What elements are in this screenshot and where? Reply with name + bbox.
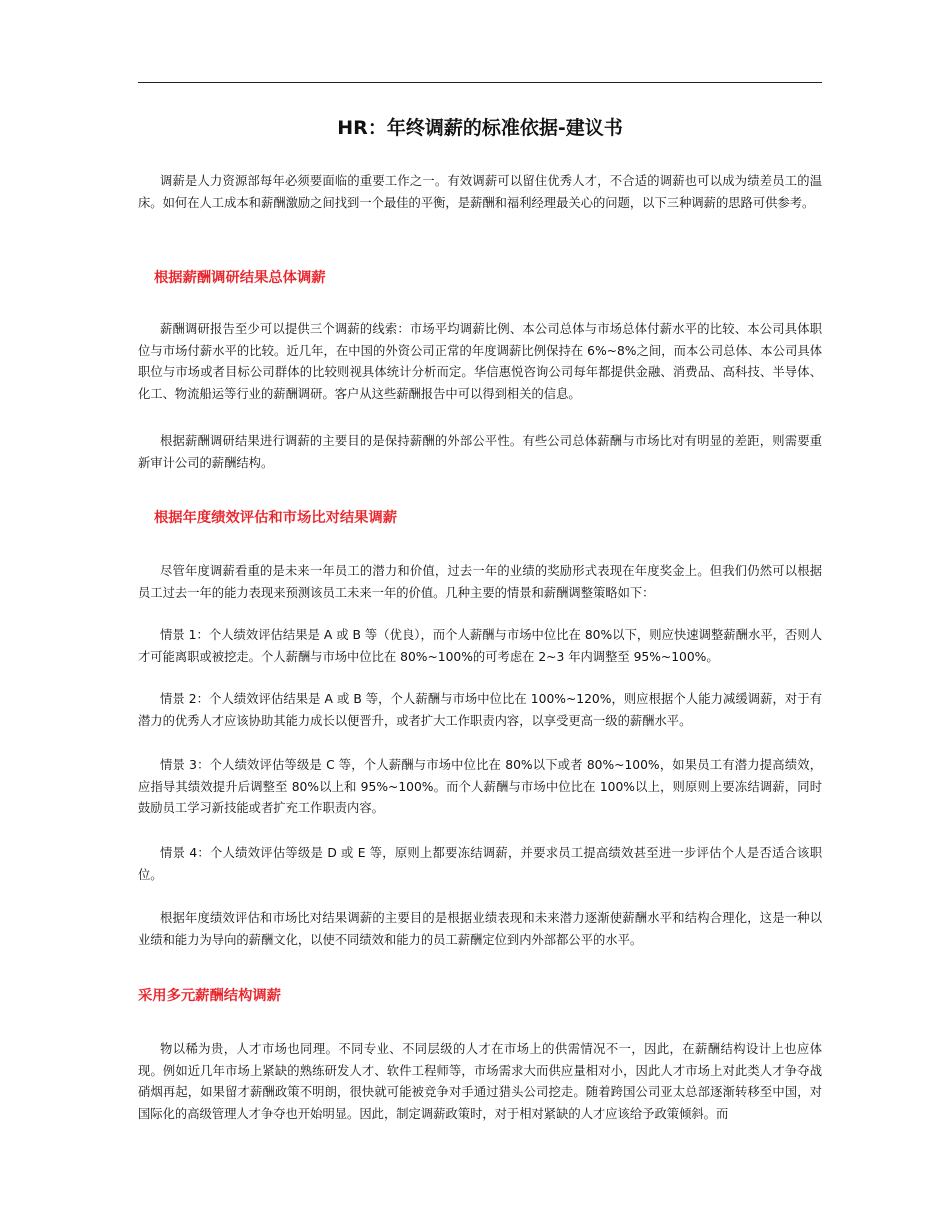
section-1-paragraph-1: 薪酬调研报告至少可以提供三个调薪的线索：市场平均调薪比例、本公司总体与市场总体付薪水平的比较、本公司具体职位与市场付薪水平的比较。近几年，在中国的外资公司正常的年度调薪比例保持在 6%~8%之间，而本公司总体、本公司具体职位与市场或者目标公司群体的比较则视具体统计分析而定。华信惠悦咨询公司每年都提供金融、消费品、高科技、半导体、化工、物流船运等行业的薪酬调研。客户从这些薪酬报告中可以得到相关的信息。	[138, 322, 822, 401]
section-2-scenario-2: 情景 2：个人绩效评估结果是 A 或 B 等，个人薪酬与市场中位比在 100%~120%，则应根据个人能力减缓调薪，对于有潜力的优秀人才应该协助其能力成长以便晋升，或者扩大工作职责内容，以享受更高一级的薪酬水平。	[138, 692, 822, 728]
section-2-paragraph-summary: 根据年度绩效评估和市场比对结果调薪的主要目的是根据业绩表现和未来潜力逐渐使薪酬水平和结构合理化，这是一种以业绩和能力为导向的薪酬文化，以使不同绩效和能力的员工薪酬定位到内外部都公平的水平。	[138, 911, 822, 947]
section-3-paragraph-1: 物以稀为贵，人才市场也同理。不同专业、不同层级的人才在市场上的供需情况不一，因此，在薪酬结构设计上也应体现。例如近几年市场上紧缺的熟练研发人才、软件工程师等，市场需求大而供应量相对小，因此人才市场上对此类人才争夺战硝烟再起，如果留才薪酬政策不明朗，很快就可能被竞争对手通过猎头公司挖走。随着跨国公司亚太总部逐渐转移至中国，对国际化的高级管理人才争夺也开始明显。因此，制定调薪政策时，对于相对紧缺的人才应该给予政策倾斜。而	[138, 1042, 822, 1121]
section-2-scenario-3: 情景 3：个人绩效评估等级是 C 等，个人薪酬与市场中位比在 80%以下或者 80%~100%，如果员工有潜力提高绩效，应指导其绩效提升后调整至 80%以上和 95%~100%。而个人薪酬与市场中位比在 100%以上，则原则上要冻结调薪，同时鼓励员工学习新技能或者扩充工作职责内容。	[138, 758, 822, 815]
section-2-heading: 根据年度绩效评估和市场比对结果调薪	[154, 510, 398, 526]
section-2-paragraph-1: 尽管年度调薪看重的是未来一年员工的潜力和价值，过去一年的业绩的奖励形式表现在年度奖金上。但我们仍然可以根据员工过去一年的能力表现来预测该员工未来一年的价值。几种主要的情景和薪酬调整策略如下：	[138, 564, 822, 600]
section-1-heading: 根据薪酬调研结果总体调薪	[154, 270, 326, 286]
document-title: HR：年终调薪的标准依据-建议书	[337, 117, 623, 139]
intro-paragraph: 调薪是人力资源部每年必须要面临的重要工作之一。有效调薪可以留住优秀人才，不合适的调薪也可以成为绩差员工的温床。如何在人工成本和薪酬激励之间找到一个最佳的平衡，是薪酬和福利经理最关心的问题，以下三种调薪的思路可供参考。	[138, 174, 822, 210]
section-3-heading: 采用多元薪酬结构调薪	[138, 988, 281, 1004]
section-1-paragraph-2: 根据薪酬调研结果进行调薪的主要目的是保持薪酬的外部公平性。有些公司总体薪酬与市场比对有明显的差距，则需要重新审计公司的薪酬结构。	[138, 434, 822, 470]
section-2-scenario-1: 情景 1：个人绩效评估结果是 A 或 B 等（优良），而个人薪酬与市场中位比在 80%以下，则应快速调整薪酬水平，否则人才可能离职或被挖走。个人薪酬与市场中位比在 80%~100%的可考虑在 2~3 年内调整至 95%~100%。	[138, 628, 822, 664]
header-rule	[138, 82, 822, 83]
section-2-scenario-4: 情景 4：个人绩效评估等级是 D 或 E 等，原则上都要冻结调薪，并要求员工提高绩效甚至进一步评估个人是否适合该职位。	[138, 846, 822, 882]
